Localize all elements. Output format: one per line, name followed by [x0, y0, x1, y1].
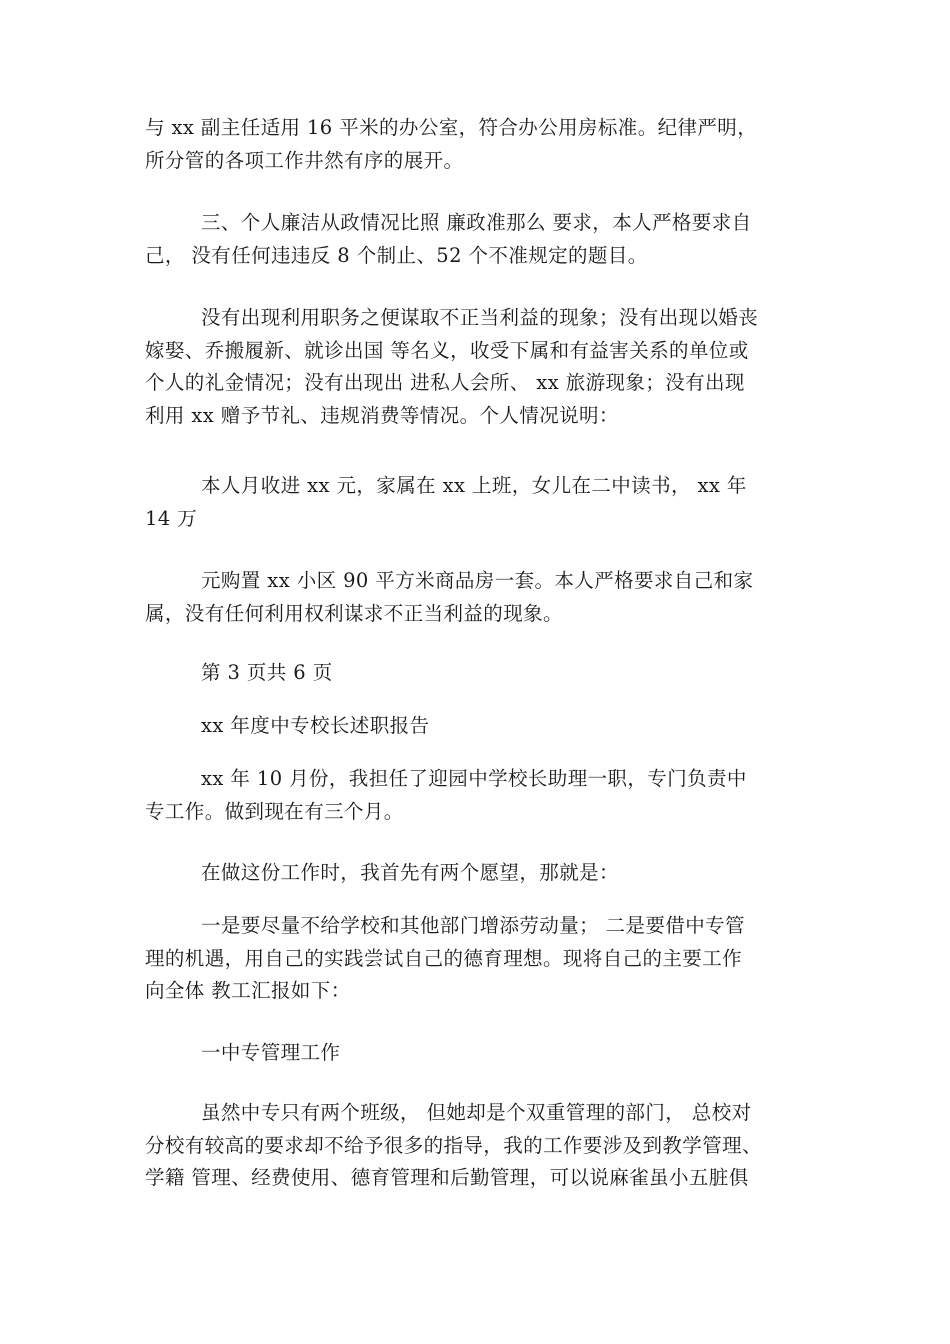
- text-line: 在做这份工作时，我首先有两个愿望，那就是：: [201, 861, 619, 884]
- paragraph-personal-income: [145, 470, 810, 535]
- text-line: 一中专管理工作: [201, 1041, 341, 1064]
- text-line: 专工作。做到现在有三个月。: [145, 799, 404, 823]
- text-line: 本人月收进 xx 元，家属在 xx 上班，女儿在二中读书， xx 年: [201, 474, 747, 497]
- paragraph-integrity-section: [145, 207, 810, 272]
- paragraph-no-misconduct: [145, 302, 810, 432]
- text-line: 分校有较高的要求却不给予很多的指导，我的工作要涉及到教学管理、: [145, 1133, 762, 1157]
- text-line: xx 年 10 月份，我担任了迎园中学校长助理一职，专门负责中: [201, 767, 747, 790]
- text-line: 14 万: [145, 506, 198, 530]
- paragraph-dual-management: [145, 1097, 810, 1195]
- text-line: 一是要尽量不给学校和其他部门增添劳动量； 二是要借中专管: [201, 914, 745, 937]
- text-line: 虽然中专只有两个班级， 但她却是个双重管理的部门， 总校对: [201, 1101, 752, 1124]
- text-line: 嫁娶、乔搬履新、就诊出国 等名义，收受下属和有益害关系的单位或: [145, 338, 749, 362]
- text-line: 所分管的各项工作井然有序的展开。: [145, 148, 464, 172]
- paragraph-goals: [145, 910, 810, 1008]
- text-line: 个人的礼金情况；没有出现出 进私人会所、 xx 旅游现象；没有出现: [145, 371, 745, 394]
- paragraph-appointment: [145, 763, 810, 828]
- text-line: 属，没有任何利用权利谋求不正当利益的现象。: [145, 601, 563, 625]
- text-line: 向全体 教工汇报如下：: [145, 979, 351, 1002]
- text-line: 没有出现利用职务之便谋取不正当利益的现象；没有出现以婚丧: [201, 306, 759, 329]
- text-line: 元购置 xx 小区 90 平方米商品房一套。本人严格要求自己和家: [201, 569, 754, 592]
- text-line: 三、个人廉洁从政情况比照 廉政准那么 要求，本人严格要求自: [201, 211, 752, 234]
- text-line: 学籍 管理、经费使用、德育管理和后勤管理，可以说麻雀虽小五脏俱: [145, 1166, 749, 1189]
- paragraph-housing: [145, 565, 810, 630]
- text-line: 利用 xx 赠予节礼、违规消费等情况。个人情况说明：: [145, 403, 619, 427]
- text-line: 理的机遇，用自己的实践尝试自己的德育理想。现将自己的主要工作: [145, 946, 743, 970]
- section-heading-management: [145, 1037, 810, 1070]
- text-line: 己， 没有任何违违反 8 个制止、52 个不准规定的题目。: [145, 243, 648, 267]
- text-line: xx 年度中专校长述职报告: [201, 714, 430, 737]
- paragraph-office-standard: [145, 112, 810, 177]
- page-number-marker: [145, 657, 810, 690]
- text-line: 第 3 页共 6 页: [201, 661, 333, 684]
- report-title: [145, 710, 810, 743]
- text-line: 与 xx 副主任适用 16 平米的办公室，符合办公用房标准。纪律严明，: [145, 116, 758, 139]
- paragraph-wishes: [145, 857, 810, 890]
